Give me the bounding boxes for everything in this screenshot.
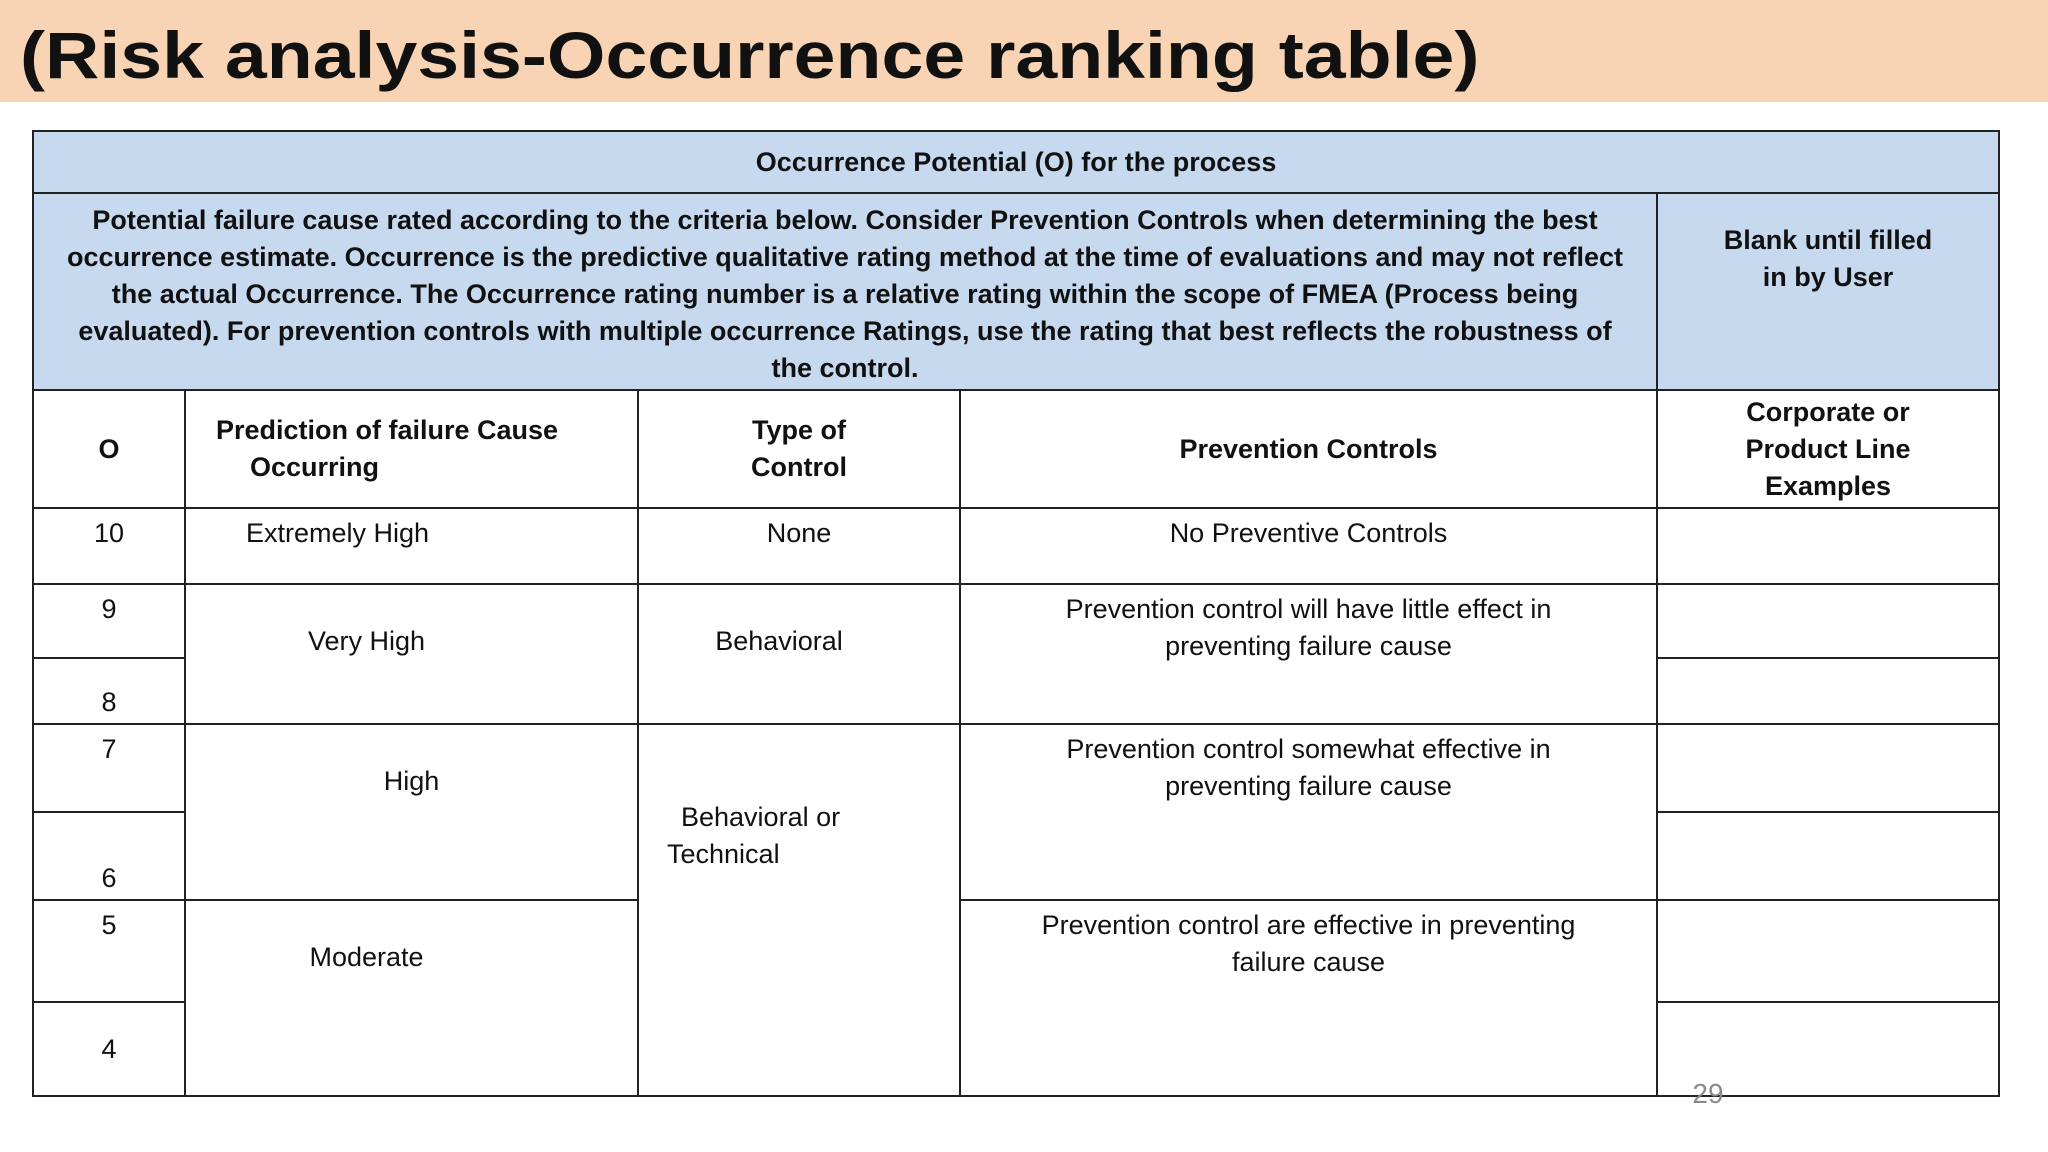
prediction-header-line1: Prediction of failure Cause xyxy=(216,415,559,445)
rating-7: 7 xyxy=(33,724,185,812)
rating-9: 9 xyxy=(33,584,185,658)
column-header-prediction xyxy=(185,390,638,508)
example-cell-9 xyxy=(1657,584,1999,658)
criteria-description xyxy=(33,193,1657,390)
type-bt-line2: Technical xyxy=(667,839,780,869)
prediction-very-high: Very High xyxy=(185,584,638,724)
control-effective-text: Prevention control are effective in preventing failure cause xyxy=(1041,910,1576,977)
control-little-effect-text: Prevention control will have little effect in preventing failure cause xyxy=(1065,594,1552,661)
slide-title: (Risk analysis-Occurrence ranking table) xyxy=(20,18,1480,92)
occurrence-ranking-table xyxy=(32,130,2000,1097)
criteria-description-text: Potential failure cause rated according to the criteria below. Consider Prevention Controls when determining the best occurrence estimate. Occurrence is the predictive qualitative rating method at the time of evaluations and may not reflect the actual Occurrence. The Occurrence rating number is a relative rating within the scope of FMEA (Process being evaluated). For prevention controls with multiple occurrence Ratings, use the rating that best reflects the robustness of the control. xyxy=(67,205,1623,383)
type-none: None xyxy=(638,508,960,584)
example-cell-7 xyxy=(1657,724,1999,812)
prediction-extremely-high: Extremely High xyxy=(185,508,638,584)
control-no-preventive: No Preventive Controls xyxy=(960,508,1657,584)
prediction-moderate: Moderate xyxy=(185,900,638,1096)
type-behavioral: Behavioral xyxy=(638,584,960,724)
type-header-line2: Control xyxy=(751,452,847,482)
blank-note-text: Blank until filled in by User xyxy=(1723,225,1933,292)
page-number: 29 xyxy=(1692,1078,1724,1109)
type-behavioral-or-technical xyxy=(638,724,960,1096)
column-header-o: O xyxy=(33,390,185,508)
example-cell-10 xyxy=(1657,508,1999,584)
control-somewhat-effective-text: Prevention control somewhat effective in preventing failure cause xyxy=(1066,734,1551,801)
prediction-high: High xyxy=(185,724,638,900)
rating-5: 5 xyxy=(33,900,185,1002)
example-cell-8 xyxy=(1657,658,1999,724)
rating-6: 6 xyxy=(33,812,185,900)
rating-8: 8 xyxy=(33,658,185,724)
examples-header-text: Corporate or Product Line Examples xyxy=(1745,396,1911,501)
control-somewhat-effective xyxy=(960,724,1657,900)
rating-10: 10 xyxy=(33,508,185,584)
prediction-header-line2: Occurring xyxy=(250,452,380,482)
table-header: Occurrence Potential (O) for the process xyxy=(33,131,1999,193)
type-header-line1: Type of xyxy=(752,415,846,445)
column-header-type xyxy=(638,390,960,508)
example-cell-5 xyxy=(1657,900,1999,1002)
blank-until-filled-note xyxy=(1657,193,1999,390)
example-cell-6 xyxy=(1657,812,1999,900)
type-bt-line1: Behavioral or xyxy=(681,802,841,832)
rating-4: 4 xyxy=(33,1002,185,1096)
title-bar xyxy=(0,0,2048,102)
control-little-effect xyxy=(960,584,1657,724)
column-header-examples xyxy=(1657,390,1999,508)
control-effective xyxy=(960,900,1657,1096)
column-header-prevention: Prevention Controls xyxy=(960,390,1657,508)
